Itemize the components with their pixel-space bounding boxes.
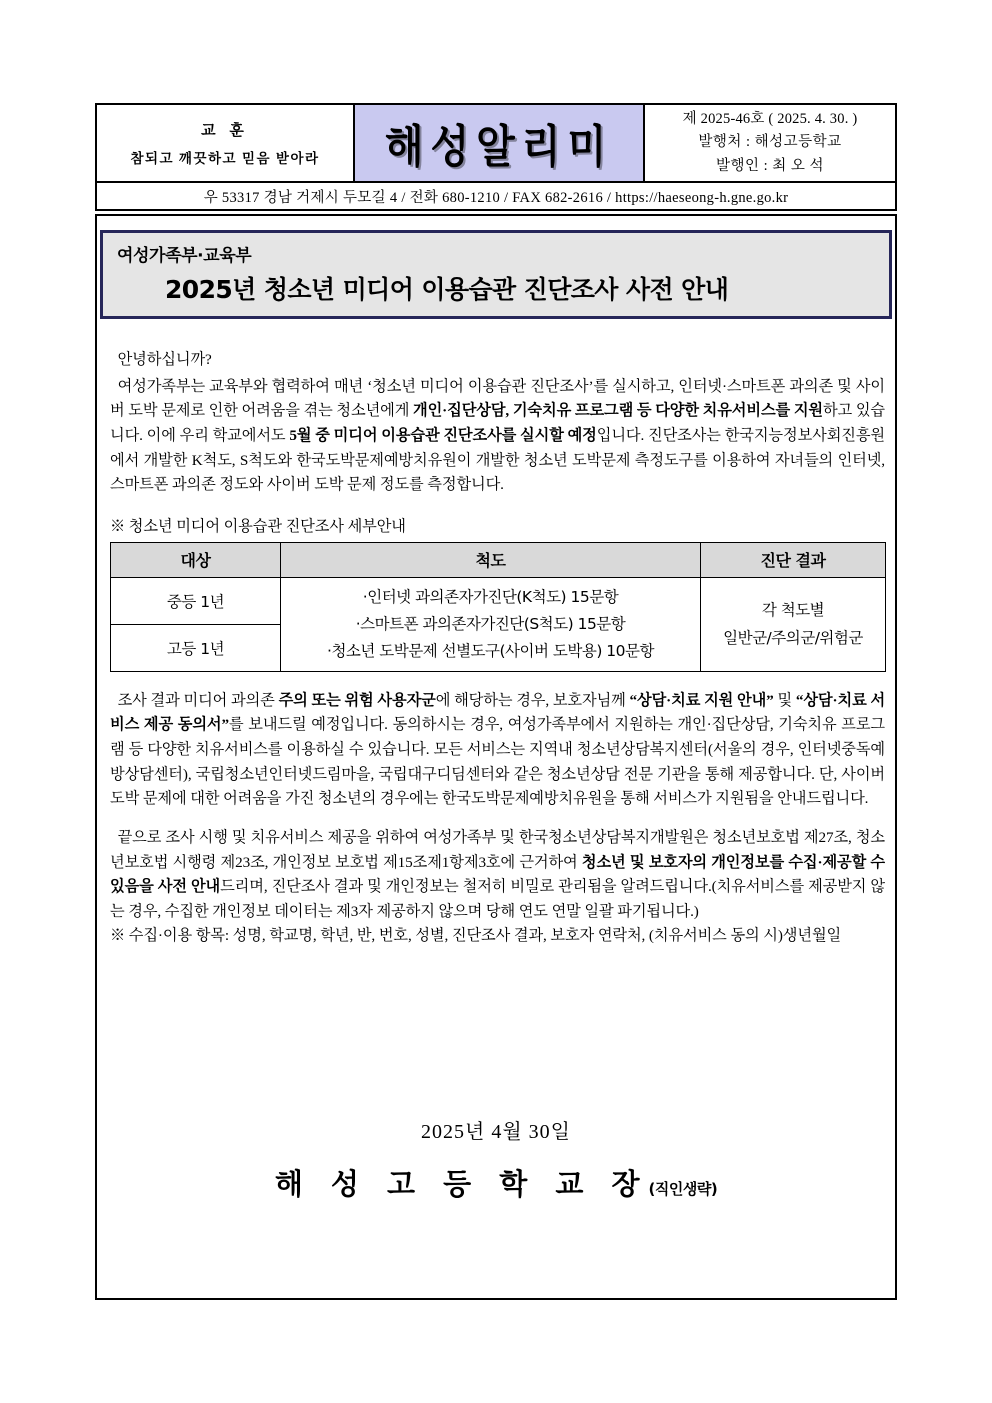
table-row [111, 577, 886, 624]
publisher-org: 발행처 : 해성고등학교 [698, 134, 842, 151]
paragraph-4-collection-items: ※ 수집·이용 항목: 성명, 학교명, 학년, 반, 번호, 성별, 진단조사 결과, 보호자 연락처, (치유서비스 동의 시)생년월일 [110, 927, 842, 945]
greeting-paragraph [110, 348, 885, 373]
p1-seg-e: 입니다. 진단조사는 한국지능정보사회진흥원에서 개발한 K척도, S척도와 한국도박문제예방치유원이 개발한 청소년 도박문제 측정도구를 이용하여 자녀들의 인터넷, 스마트폰 과의존 정도와 사이버 도박 문제 정도를 측정합니다. [110, 426, 885, 494]
scale-item-0: ·인터넷 과의존자가진단(K척도) 15문항 [362, 588, 619, 607]
seal-omitted-note: (직인생략) [648, 1180, 718, 1198]
document-body [110, 348, 885, 949]
newsletter-logo-cell [355, 105, 645, 181]
p1-seg-d: 5월 중 미디어 이용습관 진단조사를 실시할 예정 [289, 426, 597, 444]
table-header-target: 대상 [111, 542, 281, 577]
p1-seg-c: 하고 있습니다. 이에 우리 학교에서도 [110, 402, 886, 444]
cell-target-middle: 중등 1년 [111, 577, 281, 624]
p1-seg-a: 여성가족부는 교육부와 협력하여 매년 ‘청소년 미디어 이용습관 진단조사’를 실시하고, 인터넷·스마트폰 과의존 및 사이버 도박 문제로 인한 어려움을 겪는 청소년에게 [110, 377, 885, 420]
paragraph-2 [110, 689, 885, 812]
masthead [95, 103, 897, 183]
p3-seg-a: 끝으로 조사 시행 및 치유서비스 제공을 위하여 여성가족부 및 한국청소년상담복지개발원은 청소년보호법 제27조, 청소년보호법 시행령 제23조, 개인정보 보호법 제15조제1항제3호에 근거하여 [110, 828, 885, 871]
motto-text: 참되고 깨끗하고 믿음 받아라 [130, 151, 320, 166]
paragraph-3 [110, 826, 885, 925]
issue-number: 제 2025-46호 ( 2025. 4. 30. ) [682, 110, 858, 127]
address-bar: 우 53317 경남 거제시 두모길 4 / 전화 680-1210 / FAX 682-2616 / https://haeseong-h.gne.go.kr [95, 183, 897, 211]
p2-seg-a: 조사 결과 미디어 과의존 [117, 691, 279, 709]
issue-info-cell [645, 105, 895, 181]
motto-title: 교 훈 [201, 123, 249, 139]
p2-seg-c: 에 해당하는 경우, 보호자님께 [435, 691, 630, 709]
cell-target-high: 고등 1년 [111, 624, 281, 671]
result-line-1: 일반군/주의군/위험군 [723, 629, 863, 648]
p3-seg-b: 청소년 및 보호자의 개인정보를 수집·제공할 수 있음을 사전 안내 [110, 853, 885, 896]
table-header-result: 진단 결과 [701, 542, 886, 577]
school-motto-cell [97, 105, 355, 181]
table-caption: ※ 청소년 미디어 이용습관 진단조사 세부안내 [110, 517, 406, 535]
result-line-0: 각 척도별 [761, 600, 825, 619]
diagnosis-detail-table [110, 542, 886, 672]
p2-seg-e: 및 [773, 691, 796, 709]
p2-seg-b: 주의 또는 위험 사용자군 [278, 691, 436, 709]
signature-principal [0, 1162, 992, 1203]
p2-seg-g: 를 보내드릴 예정입니다. 동의하시는 경우, 여성가족부에서 지원하는 개인·집단상담, 기숙치유 프로그램 등 다양한 치유서비스를 이용하실 수 있습니다. 모든 서비스는 지역내 청소년상담복지센터(서울의 경우, 인터넷중독예방상담센터), 국립청소년인터넷드림마을, 국립대구디딤센터와 같은 청소년상담 전문 기관을 통해 제공합니다. 단, 사이버 도박 문제에 대한 어려움을 가진 청소년의 경우에는 한국도박문제예방치유원을 통해 서비스가 지원됨을 안내드립니다. [110, 716, 885, 808]
cell-result [701, 577, 886, 671]
greeting-text: 안녕하십니까? [117, 351, 212, 368]
page-title: 2025년 청소년 미디어 이용습관 진단조사 사전 안내 [165, 275, 729, 304]
table-header-row [111, 542, 886, 577]
p2-seg-f: “상담·치료 서비스 제공 동의서” [110, 691, 886, 734]
principal-title: 해 성 고 등 학 교 장 [274, 1167, 649, 1201]
scale-item-1: ·스마트폰 과의존자가진단(S척도) 15문항 [355, 614, 626, 633]
title-kicker: 여성가족부·교육부 [117, 246, 252, 266]
title-box [100, 230, 892, 319]
p1-seg-b: 개인·집단상담, 기숙치유 프로그램 등 다양한 치유서비스를 지원 [413, 402, 823, 420]
signature-date: 2025년 4월 30일 [421, 1121, 571, 1143]
table-header-scale: 척도 [281, 542, 701, 577]
newsletter-logo-text: 해성알리미 [384, 121, 614, 173]
cell-scale-list [281, 577, 701, 671]
scale-item-2: ·청소년 도박문제 선별도구(사이버 도박용) 10문항 [327, 641, 654, 660]
p2-seg-d: “상담·치료 지원 안내” [629, 691, 774, 709]
paragraph-1 [110, 375, 885, 498]
p3-seg-c: 드리며, 진단조사 결과 및 개인정보는 철저히 비밀로 관리됨을 알려드립니다.(치유서비스를 제공받지 않는 경우, 수집한 개인정보 데이터는 제3자 제공하지 않으며 당해 연도 연말 일괄 파기됩니다.) [110, 878, 885, 920]
publisher-person: 발행인 : 최 오 석 [715, 157, 825, 174]
